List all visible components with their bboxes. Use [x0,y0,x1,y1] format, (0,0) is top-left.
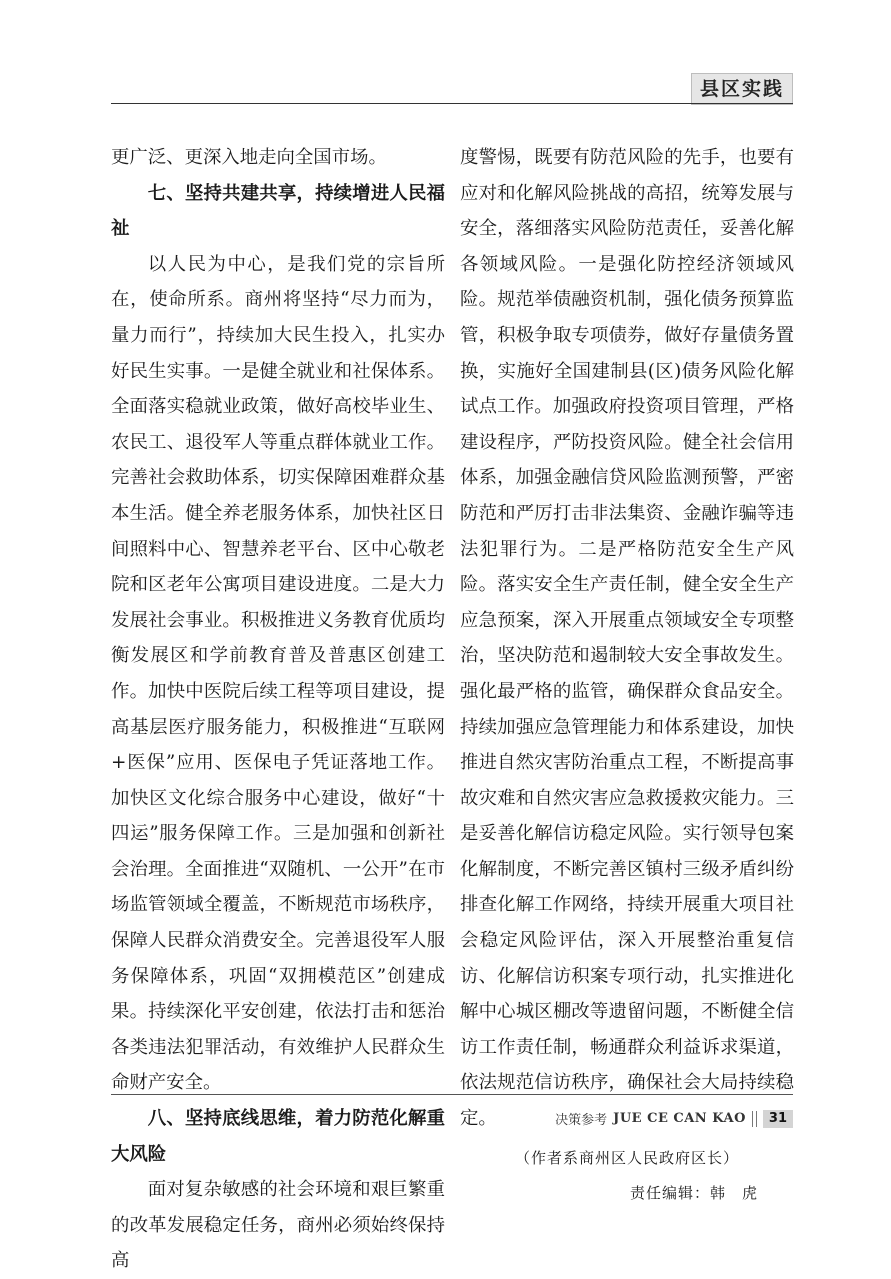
section-heading-7: 七、坚持共建共享，持续增进人民福祉 [111,182,445,240]
right-column [460,140,794,1212]
page-number: 31 [763,1110,793,1128]
paragraph-continued: 度警惕，既要有防范风险的先手，也要有应对和化解风险挑战的高招，统筹发展与安全，落细落实风险防范责任，妥善化解各领域风险。一是强化防控经济领域风险。规范举债融资机制，强化债务预算监管，积极争取专项债券，做好存量债务置换，实施好全国建制县(区)债务风险化解试点工作。加强政府投资项目管理，严格建设程序，严防投资风险。健全社会信用体系，加强金融信贷风险监测预警，严密防范和严厉打击非法集资、金融诈骗等违法犯罪行为。二是严格防范安全生产风险。落实安全生产责任制，健全安全生产应急预案，深入开展重点领域安全专项整治，坚决防范和遏制较大安全事故发生。强化最严格的监管，确保群众食品安全。持续加强应急管理能力和体系建设，加快推进自然灾害防治重点工程，不断提高事故灾难和自然灾害应急救援救灾能力。三是妥善化解信访稳定风险。实行领导包案化解制度，不断完善区镇村三级矛盾纠纷排查化解工作网络，持续开展重大项目社会稳定风险评估，深入开展整治重复信访、化解信访积案专项行动，扎实推进化解中心城区棚改等遗留问题，不断健全信访工作责任制，畅通群众利益诉求渠道，依法规范信访秩序，确保社会大局持续稳定。 [460,147,794,1130]
magazine-name-en: JUE CE CAN KAO [613,1111,746,1126]
author-byline: （作者系商州区人民政府区长） [514,1148,739,1167]
left-column [111,140,445,1279]
section-tag: 县区实践 [691,73,793,105]
paragraph-continued: 更广泛、更深入地走向全国市场。 [111,147,387,168]
editor-credit: 责任编辑：韩 虎 [629,1184,758,1203]
page-footer [555,1109,793,1128]
magazine-name-cn: 决策参考 [555,1113,608,1128]
footer-separator [752,1111,757,1127]
paragraph: 以人民为中心，是我们党的宗旨所在，使命所系。商州将坚持“尽力而为，量力而行”，持续加大民生投入，扎实办好民生实事。一是健全就业和社保体系。全面落实稳就业政策，做好高校毕业生、农民工、退役军人等重点群体就业工作。完善社会救助体系，切实保障困难群众基本生活。健全养老服务体系，加快社区日间照料中心、智慧养老平台、区中心敬老院和区老年公寓项目建设进度。二是大力发展社会事业。积极推进义务教育优质均衡发展区和学前教育普及普惠区创建工作。加快中医院后续工程等项目建设，提高基层医疗服务能力，积极推进“互联网+医保”应用、医保电子凭证落地工作。加快区文化综合服务中心建设，做好“十四运”服务保障工作。三是加强和创新社会治理。全面推进“双随机、一公开”在市场监管领域全覆盖，不断规范市场秩序，保障人民群众消费安全。完善退役军人服务保障体系，巩固“双拥模范区”创建成果。持续深化平安创建，依法打击和惩治各类违法犯罪活动，有效维护人民群众生命财产安全。 [111,253,445,1094]
section-heading-8: 八、坚持底线思维，着力防范化解重大风险 [111,1108,445,1165]
header-rule [111,103,793,104]
footer-rule [111,1094,793,1095]
paragraph: 面对复杂敏感的社会环境和艰巨繁重的改革发展稳定任务，商州必须始终保持高 [111,1179,445,1272]
